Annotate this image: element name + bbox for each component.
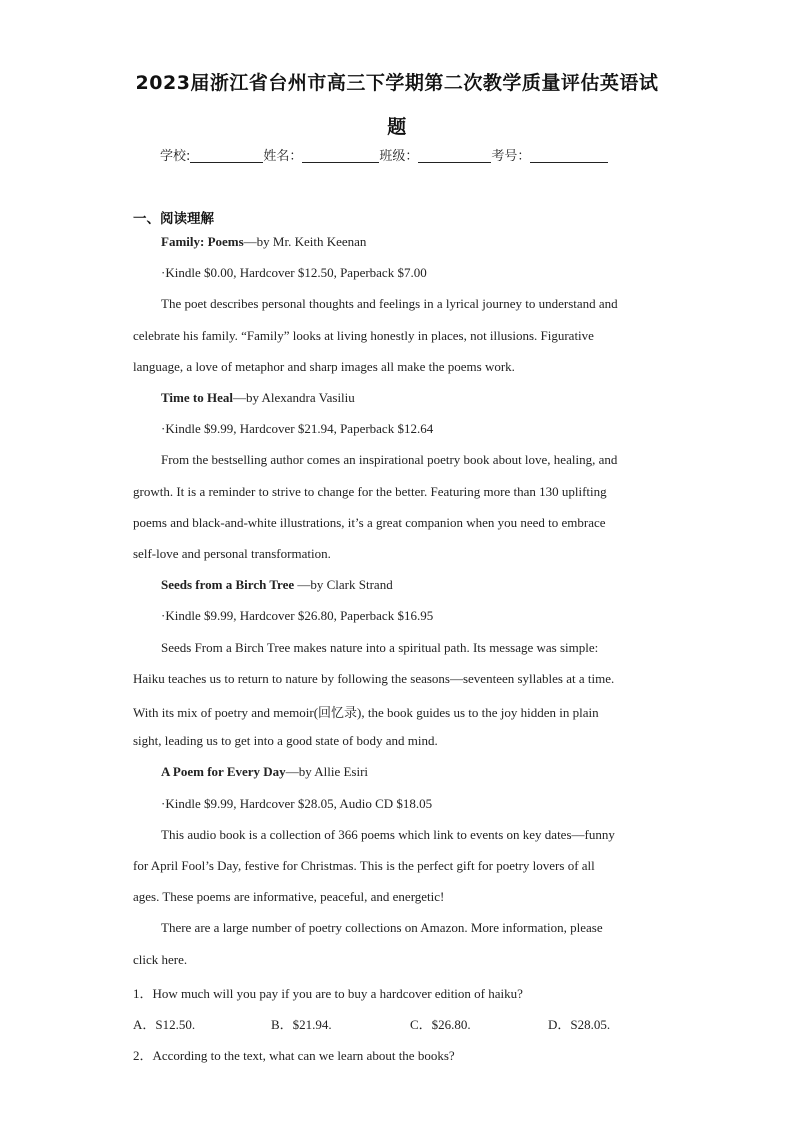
book-heading: [161, 234, 366, 250]
book-heading: [161, 764, 368, 780]
name-label: 姓名：: [263, 149, 303, 164]
class-label: 班级：: [379, 149, 419, 164]
book-author: —by Allie Esiri: [285, 764, 369, 779]
book-heading: [161, 390, 355, 406]
book-desc-line: The poet describes personal thoughts and feelings in a lyrical journey to understand and: [161, 296, 618, 311]
exam-title-line1: 2023届浙江省台州市高三下学期第二次教学质量评估英语试: [135, 72, 659, 94]
question-1-option-c[interactable]: C．$26.80.: [410, 1017, 471, 1032]
question-2: 2．According to the text, what can we learn about the books?: [133, 1048, 455, 1063]
closing-link-line[interactable]: click here.: [133, 952, 188, 967]
book-prices: ·Kindle $9.99, Hardcover $26.80, Paperback $16.95: [161, 608, 434, 623]
question-1-option-d[interactable]: D．S28.05.: [548, 1017, 611, 1032]
book-desc-line: Haiku teaches us to return to nature by following the seasons—seventeen syllables at a time.: [133, 671, 615, 686]
exam-no-label: 考号：: [491, 149, 531, 164]
exam-title-line2: 题: [387, 116, 407, 138]
book-desc-line: growth. It is a reminder to strive to change for the better. Featuring more than 130 uplifting: [133, 484, 607, 499]
book-title: Time to Heal: [161, 390, 233, 405]
exam-no-blank[interactable]: [530, 148, 608, 163]
book-desc-line: Seeds From a Birch Tree makes nature into a spiritual path. Its message was simple:: [161, 640, 599, 655]
question-1-option-a[interactable]: A．S12.50.: [133, 1017, 196, 1032]
book-prices: ·Kindle $0.00, Hardcover $12.50, Paperback $7.00: [161, 265, 427, 280]
book-desc-line: poems and black-and-white illustrations, it’s a great companion when you need to embrace: [133, 515, 606, 530]
book-author: —by Alexandra Vasiliu: [232, 390, 355, 405]
question-1: 1．How much will you pay if you are to buy a hardcover edition of haiku?: [133, 986, 523, 1001]
question-1-option-b[interactable]: B．$21.94.: [271, 1017, 332, 1032]
book-desc-line: From the bestselling author comes an inspirational poetry book about love, healing, and: [161, 452, 618, 467]
book-author: —by Mr. Keith Keenan: [243, 234, 367, 249]
book-title: Seeds from a Birch Tree: [161, 577, 295, 592]
section-heading: 一、阅读理解: [133, 211, 214, 227]
book-desc-line: for April Fool’s Day, festive for Christmas. This is the perfect gift for poetry lovers of all: [133, 858, 595, 873]
book-desc-line: celebrate his family. “Family” looks at living honestly in places, not illusions. Figurative: [133, 328, 594, 343]
student-info-line: [160, 145, 608, 164]
book-desc-line: self-love and personal transformation.: [133, 546, 331, 561]
book-desc-line: language, a love of metaphor and sharp images all make the poems work.: [133, 359, 515, 374]
school-blank[interactable]: [190, 148, 263, 163]
book-prices: ·Kindle $9.99, Hardcover $28.05, Audio CD $18.05: [161, 796, 433, 811]
book-desc-line: With its mix of poetry and memoir(回忆录), the book guides us to the joy hidden in plain: [133, 705, 599, 720]
name-blank[interactable]: [302, 148, 379, 163]
book-prices: ·Kindle $9.99, Hardcover $21.94, Paperback $12.64: [161, 421, 434, 436]
class-blank[interactable]: [418, 148, 491, 163]
book-title: Family: Poems: [161, 234, 244, 249]
closing-line: There are a large number of poetry collections on Amazon. More information, please: [161, 920, 603, 935]
book-desc-line: This audio book is a collection of 366 poems which link to events on key dates—funny: [161, 827, 615, 842]
book-author: —by Clark Strand: [294, 577, 393, 592]
book-desc-line: sight, leading us to get into a good state of body and mind.: [133, 733, 438, 748]
book-title: A Poem for Every Day: [161, 764, 286, 779]
book-heading: [161, 577, 393, 593]
school-label: 学校:: [160, 149, 191, 164]
book-desc-line: ages. These poems are informative, peaceful, and energetic!: [133, 889, 445, 904]
